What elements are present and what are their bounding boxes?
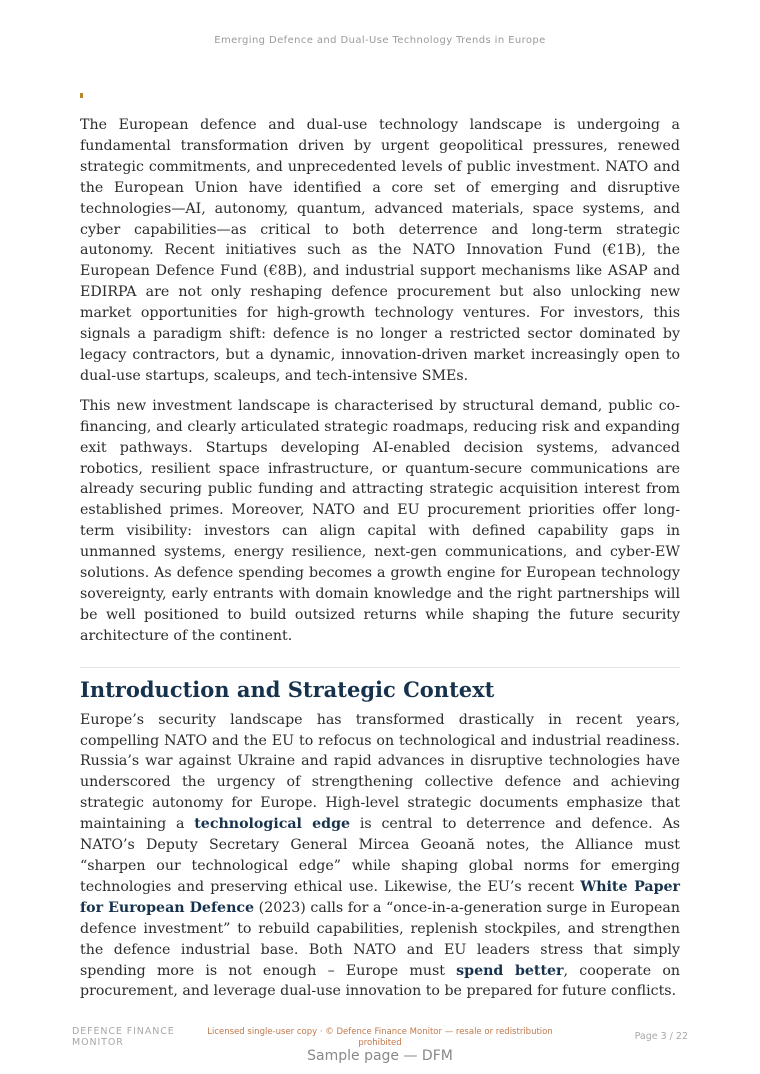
footer-license — [200, 1027, 560, 1049]
footer-brand-line-1: DEFENCE FINANCE — [72, 1026, 175, 1037]
intro-paragraph-2: This new investment landscape is characterised by structural demand, public co-financing, and clearly articulated strategic roadmaps, reducing risk and expanding exit pathways. Startups developing AI-enabled decision systems, advanced robotics, resilient space infrastructure, or quantum-secure communications are already securing public funding and attracting strategic acquisition interest from established primes. Moreover, NATO and EU procurement priorities offer long-term visibility: investors can align capital with defined capability gaps in unmanned systems, energy resilience, next-gen communications, and cyber-EW solutions. As defence spending becomes a growth engine for European technology sovereignty, early entrants with domain knowledge and the right partnerships will be well positioned to build outsized returns while shaping the future security architecture of the continent. — [80, 397, 680, 644]
bold-technological-edge: technological edge — [194, 816, 351, 833]
footer-license-line-2: prohibited — [358, 1038, 402, 1048]
sample-page-label: Sample page — DFM — [307, 1048, 453, 1064]
footer-license-line-1: Licensed single-user copy · © Defence Finance Monitor — resale or redistribution — [207, 1027, 553, 1037]
section-heading: Introduction and Strategic Context — [80, 676, 495, 702]
section-paragraph — [80, 710, 680, 1003]
page-number: Page 3 / 22 — [634, 1031, 688, 1042]
section-marker — [80, 93, 83, 98]
footer-brand — [72, 1026, 175, 1048]
bold-white-paper: White Paper for European Defence — [80, 878, 680, 916]
running-header: Emerging Defence and Dual-Use Technology Trends in Europe — [214, 35, 546, 46]
section-text-part-1: Europe’s security landscape has transformed drastically in recent years, compelling NATO and the EU to refocus on technological and industrial readiness. Russia’s war against Ukraine and rapid advances in disruptive technologies have underscored the urgency of strengthening collective defence and achieving strategic autonomy for Europe. High-level strategic documents emphasize that maintaining a — [80, 711, 680, 833]
intro-paragraph-1: The European defence and dual-use technology landscape is undergoing a fundamental transformation driven by urgent geopolitical pressures, renewed strategic commitments, and unprecedented levels of public investment. NATO and the European Union have identified a core set of emerging and disruptive technologies—AI, autonomy, quantum, advanced materials, space systems, and cyber capabilities—as critical to both deterrence and long-term strategic autonomy. Recent initiatives such as the NATO Innovation Fund (€1B), the European Defence Fund (€8B), and industrial support mechanisms like ASAP and EDIRPA are not only reshaping defence procurement but also unlocking new market opportunities for high-growth technology ventures. For investors, this signals a paradigm shift: defence is no longer a restricted sector dominated by legacy contractors, but a dynamic, innovation-driven market increasingly open to dual-use startups, scaleups, and tech-intensive SMEs. — [80, 117, 680, 384]
section-text-part-4: , cooperate on procurement, and leverage dual-use innovation to be prepared for future conflicts. — [80, 962, 680, 1000]
footer-brand-line-2: MONITOR — [72, 1037, 124, 1048]
section-text-part-3: (2023) calls for a “once-in-a-generation surge in European defence investment” to rebuild capabilities, replenish stockpiles, and strengthen the defence industrial base. Both NATO and EU leaders stress that simply spending more is not enough – Europe must — [80, 899, 680, 979]
section-text-part-2: is central to deterrence and defence. As NATO’s Deputy Secretary General Mircea Geoană notes, the Alliance must “sharpen our technological edge” while shaping global norms for emerging technologies and preserving ethical use. Likewise, the EU’s recent — [80, 816, 680, 895]
page-content — [80, 115, 680, 1011]
section-divider — [80, 667, 680, 668]
bold-spend-better: spend better — [456, 962, 564, 979]
